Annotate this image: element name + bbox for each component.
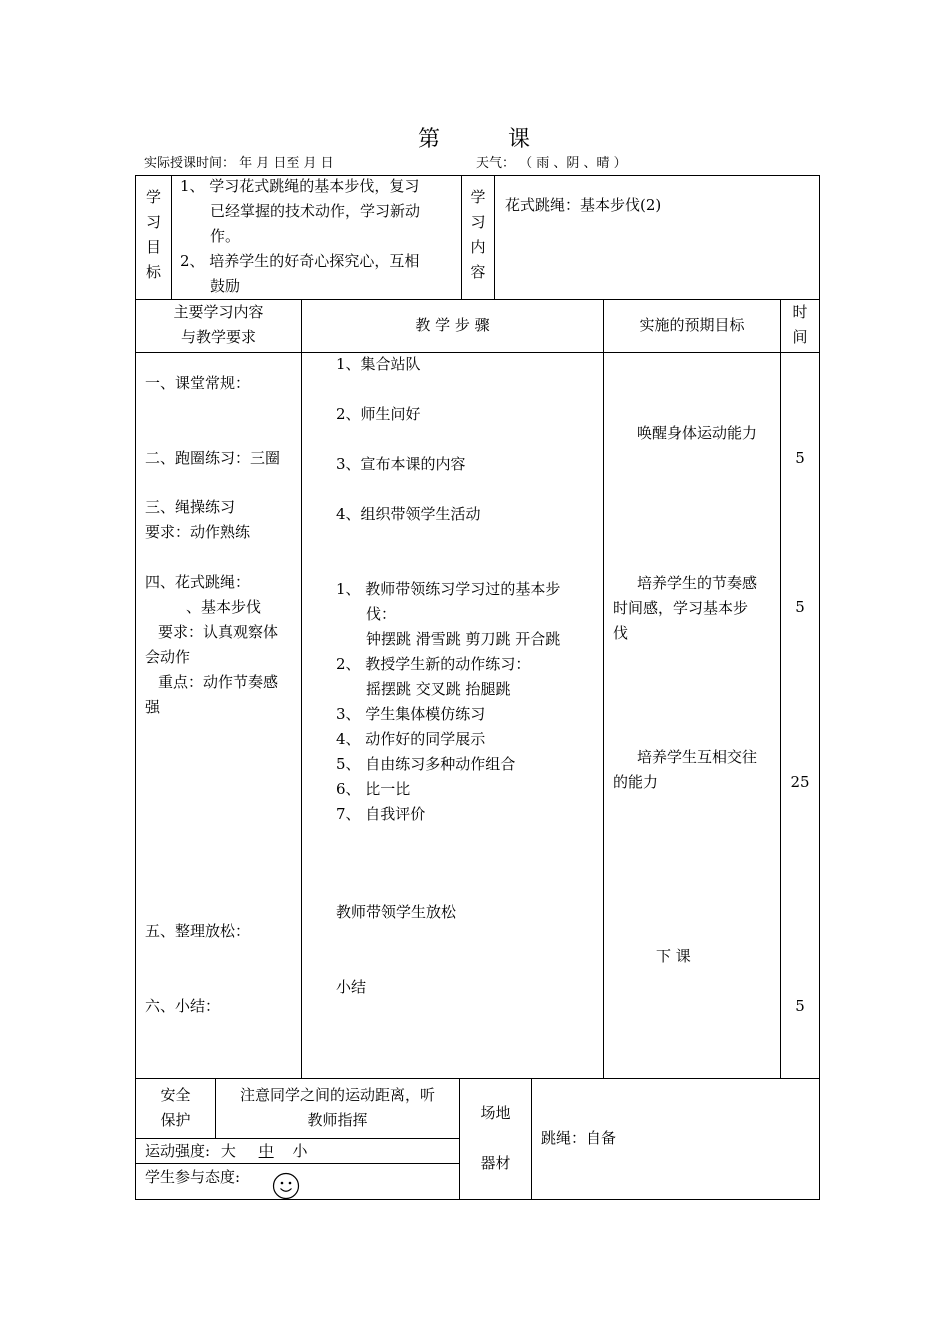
objective-line: 已经掌握的技术动作，学习新动 xyxy=(210,202,421,220)
title-left: 第 xyxy=(417,127,442,152)
venue-label-line: 场地 xyxy=(480,1104,511,1122)
weather-label: 天气： （ 雨 、阴 、晴 ） xyxy=(476,156,627,171)
divider xyxy=(494,175,495,299)
step-line: 2、师生问好 xyxy=(336,405,421,423)
intensity-row xyxy=(145,1139,307,1164)
date-label: 实际授课时间： 年 月 日至 月 日 xyxy=(144,156,334,171)
table-border-bottom xyxy=(135,1199,820,1200)
step-line: 7、 自我评价 xyxy=(336,805,426,823)
objective-line: 1、 学习花式跳绳的基本步伐，复习 xyxy=(180,177,420,195)
divider xyxy=(603,299,604,1078)
safety-label-line: 安全 xyxy=(160,1086,191,1104)
safety-label-line: 保护 xyxy=(160,1111,191,1129)
objectives-label-char: 标 xyxy=(145,263,161,281)
section-running: 二、跑圈练习：三圈 xyxy=(145,449,281,467)
section-rope-exercise: 三、绳操练习 xyxy=(145,498,236,516)
step-line: 5、 自由练习多种动作组合 xyxy=(336,755,516,773)
goal-line: 下 课 xyxy=(656,947,691,965)
section-requirement-cont: 会动作 xyxy=(145,648,191,666)
content-text: 花式跳绳：基本步伐(2) xyxy=(505,196,662,214)
objectives-label-char: 习 xyxy=(145,213,161,231)
step-line: 4、组织带领学生活动 xyxy=(336,505,481,523)
title-right: 课 xyxy=(508,127,533,152)
objective-line: 鼓励 xyxy=(210,277,241,295)
content-label-char: 容 xyxy=(470,263,486,281)
step-line: 摇摆跳 交叉跳 抬腿跳 xyxy=(366,680,511,698)
section-fancy-rope: 四、花式跳绳： xyxy=(145,573,251,591)
section-rope-requirement: 要求：动作熟练 xyxy=(145,523,251,541)
content-label-char: 习 xyxy=(470,213,486,231)
goal-line: 伐 xyxy=(613,624,629,642)
intensity-medium-selected: 中 xyxy=(258,1142,274,1160)
table-border-right xyxy=(819,175,820,1200)
divider xyxy=(301,299,302,1078)
safety-text-line: 注意同学之间的运动距离，听 xyxy=(239,1086,435,1104)
intensity-big: 大 xyxy=(220,1142,236,1160)
goal-line: 培养学生的节奏感 xyxy=(637,574,758,592)
intensity-label: 运动强度: xyxy=(145,1142,211,1160)
time-value: 5 xyxy=(795,997,805,1015)
section-key-point: 重点：动作节奏感 xyxy=(158,673,279,691)
column-header-line: 时 xyxy=(792,303,808,321)
goal-line: 的能力 xyxy=(613,773,659,791)
column-header-steps: 教 学 步 骤 xyxy=(415,316,490,334)
divider xyxy=(135,352,820,353)
safety-text-line: 教师指挥 xyxy=(307,1111,368,1129)
safety-text xyxy=(216,1083,459,1133)
objectives-label xyxy=(136,185,171,285)
step-line: 1、集合站队 xyxy=(336,355,421,373)
section-key-point-cont: 强 xyxy=(145,698,161,716)
divider xyxy=(780,299,781,1078)
divider xyxy=(135,1078,820,1079)
attitude-label: 学生参与态度: xyxy=(145,1168,241,1186)
section-summary: 六、小结： xyxy=(145,997,221,1015)
section-basic-steps: 、基本步伐 xyxy=(186,598,262,616)
step-line: 6、 比一比 xyxy=(336,780,411,798)
column-header-line: 与教学要求 xyxy=(180,328,256,346)
objectives-label-char: 学 xyxy=(145,188,161,206)
column-header-goals: 实施的预期目标 xyxy=(639,316,745,334)
step-line: 小结 xyxy=(336,978,367,996)
column-header-line: 主要学习内容 xyxy=(173,303,264,321)
objective-line: 2、 培养学生的好奇心探究心，互相 xyxy=(180,252,420,270)
goal-line: 时间感，学习基本步 xyxy=(613,599,749,617)
step-line: 伐： xyxy=(366,605,397,623)
divider xyxy=(171,175,172,299)
step-line: 钟摆跳 滑雪跳 剪刀跳 开合跳 xyxy=(366,630,561,648)
page-title xyxy=(0,122,950,153)
content-label xyxy=(462,185,494,285)
goal-line: 唤醒身体运动能力 xyxy=(637,424,758,442)
goal-line: 培养学生互相交往 xyxy=(637,748,758,766)
step-line: 4、 动作好的同学展示 xyxy=(336,730,486,748)
column-header-content xyxy=(136,300,301,350)
intensity-small: 小 xyxy=(292,1142,308,1160)
step-line: 2、 教授学生新的动作练习： xyxy=(336,655,531,673)
objectives-text xyxy=(180,174,460,299)
step-line: 1、 教师带领练习学习过的基本步 xyxy=(336,580,561,598)
objective-line: 作。 xyxy=(210,227,241,245)
divider xyxy=(531,1078,532,1200)
time-value: 25 xyxy=(790,773,810,791)
venue-label xyxy=(460,1101,531,1176)
section-requirement: 要求：认真观察体 xyxy=(158,623,279,641)
venue-text: 跳绳：自备 xyxy=(541,1129,617,1147)
step-line: 3、 学生集体模仿练习 xyxy=(336,705,486,723)
step-line: 3、宣布本课的内容 xyxy=(336,455,466,473)
venue-label-line: 器材 xyxy=(480,1154,511,1172)
column-header-time xyxy=(781,300,819,350)
smiley-face-icon xyxy=(272,1172,300,1200)
content-label-char: 学 xyxy=(470,188,486,206)
time-value: 5 xyxy=(795,598,805,616)
column-header-line: 间 xyxy=(792,328,808,346)
section-routine: 一、课堂常规： xyxy=(145,374,251,392)
section-cooldown: 五、整理放松： xyxy=(145,922,251,940)
safety-label xyxy=(136,1083,215,1133)
step-line: 教师带领学生放松 xyxy=(336,903,457,921)
time-value: 5 xyxy=(795,449,805,467)
objectives-label-char: 目 xyxy=(145,238,161,256)
content-label-char: 内 xyxy=(470,238,486,256)
